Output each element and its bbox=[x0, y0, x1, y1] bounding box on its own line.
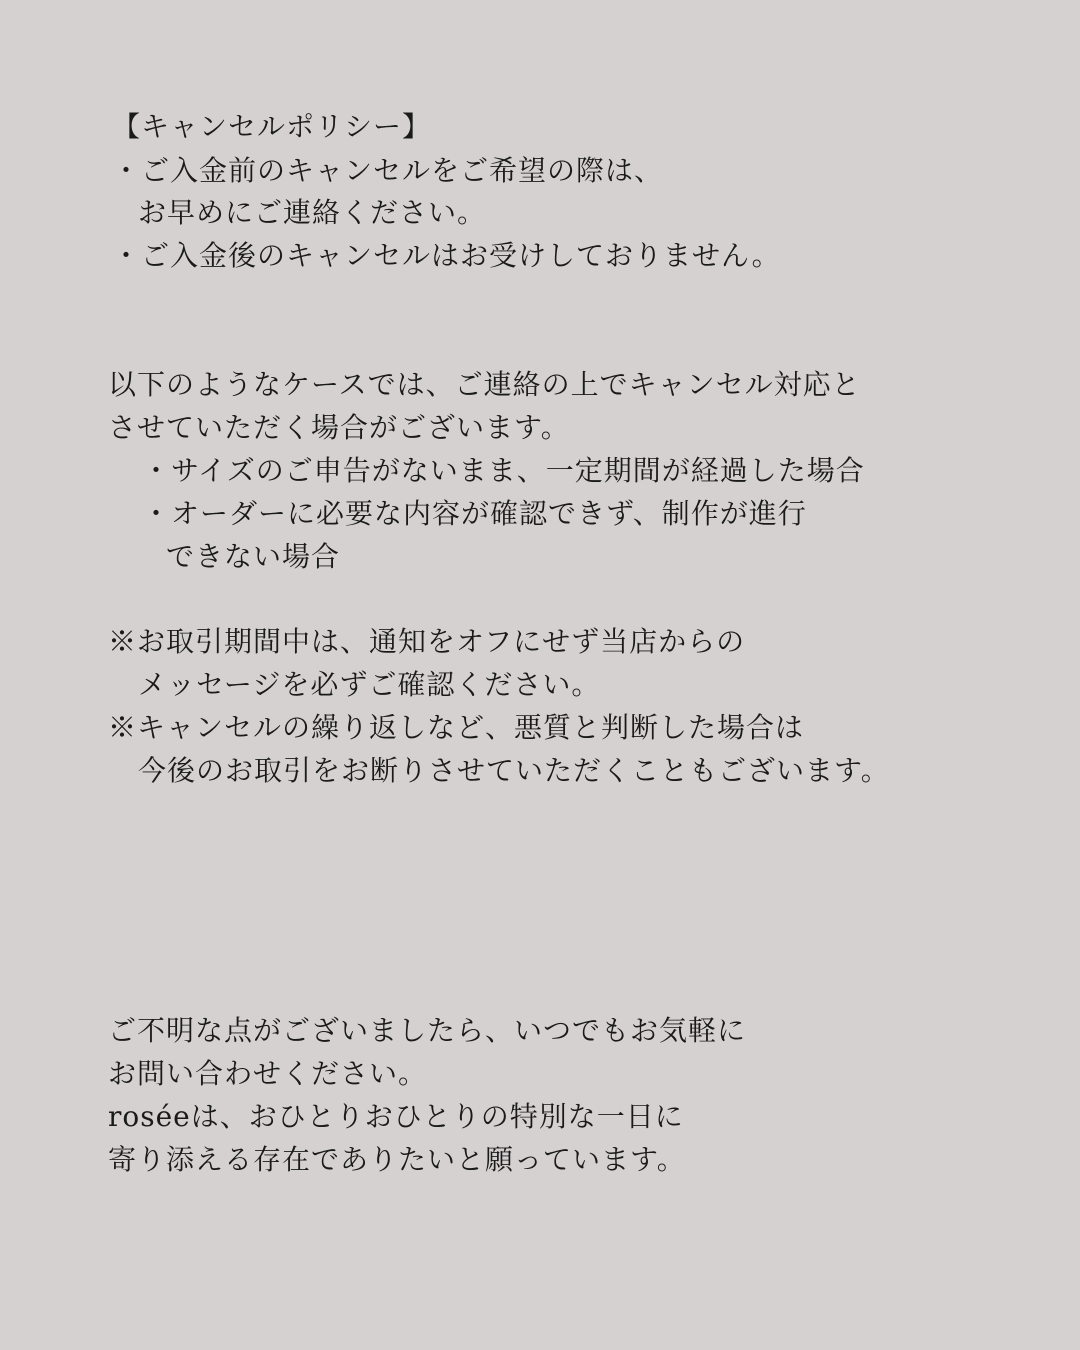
note-line: ※お取引期間中は、通知をオフにせず当店からの bbox=[108, 625, 746, 658]
closing-line: ご不明な点がございましたら、いつでもお気軽に bbox=[108, 1014, 747, 1047]
cases-item: ・オーダーに必要な内容が確認できず、制作が進行 bbox=[142, 497, 807, 530]
policy-line: お早めにご連絡ください。 bbox=[138, 196, 487, 229]
note-line: 今後のお取引をお断りさせていただくこともございます。 bbox=[138, 754, 890, 787]
note-line: ※キャンセルの繰り返しなど、悪質と判断した場合は bbox=[108, 711, 805, 744]
cases-item: ・サイズのご申告がないまま、一定期間が経過した場合 bbox=[142, 454, 865, 487]
cases-intro: させていただく場合がございます。 bbox=[108, 411, 570, 444]
policy-line: ・ご入金前のキャンセルをご希望の際は、 bbox=[112, 154, 664, 187]
note-line: メッセージを必ずご確認ください。 bbox=[138, 668, 601, 701]
closing-line: roséeは、おひとりおひとりの特別な一日に bbox=[108, 1100, 684, 1133]
cases-item: できない場合 bbox=[166, 540, 341, 573]
closing-line: お問い合わせください。 bbox=[108, 1057, 428, 1090]
closing-line: 寄り添える存在でありたいと願っています。 bbox=[108, 1143, 686, 1176]
policy-line: ・ご入金後のキャンセルはお受けしておりません。 bbox=[112, 239, 781, 272]
cases-intro: 以下のようなケースでは、ご連絡の上でキャンセル対応と bbox=[108, 368, 861, 401]
policy-heading: 【キャンセルポリシー】 bbox=[112, 110, 432, 143]
